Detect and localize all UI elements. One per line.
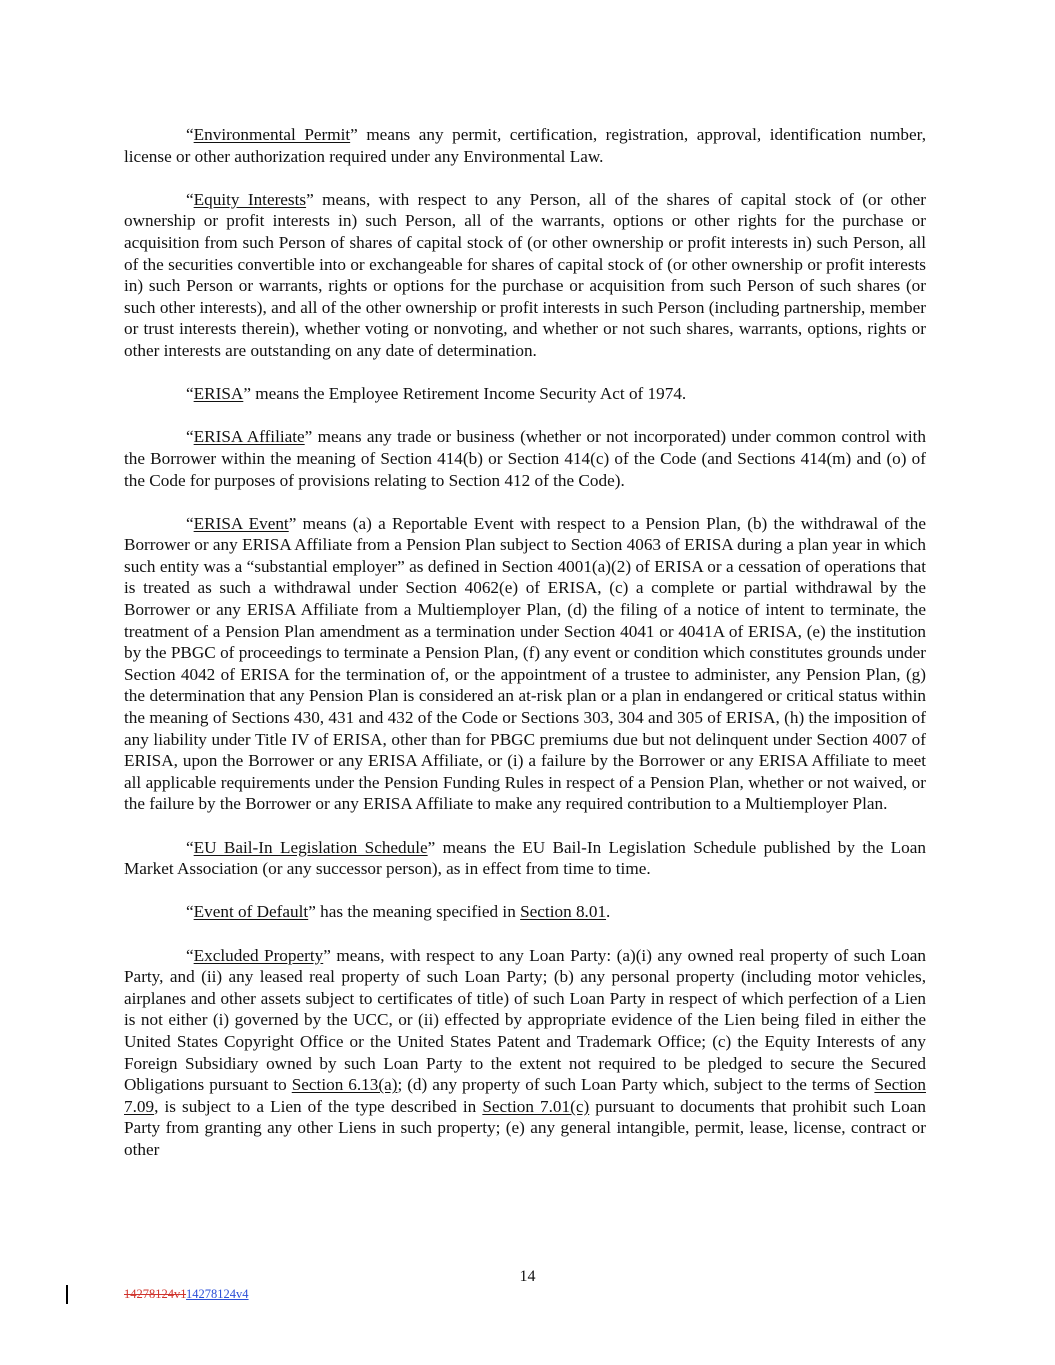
definition-text: , is subject to a Lien of the type described in: [154, 1096, 483, 1116]
definition-event-of-default: [124, 901, 926, 923]
definition-equity-interests: [124, 189, 926, 362]
definition-text: pursuant to documents that prohibit such Loan Party from granting any other Liens in such property; (e) any general intangible, permit, lease, license, contract or other: [124, 1096, 926, 1159]
definition-environmental-permit: [124, 124, 926, 167]
open-quote: “: [186, 513, 194, 533]
definition-text-end: .: [606, 902, 611, 922]
open-quote: “: [186, 837, 194, 857]
definition-text: ” means any trade or business (whether or not incorporated) under common control with the Borrower within the meaning of Section 414(b) or Section 414(c) of the Code (and Sections 414(m) and (o) of the Code for purposes of provisions relating to Section 412 of the Code).: [124, 427, 926, 490]
defined-term: EU Bail-In Legislation Schedule: [193, 837, 428, 857]
definition-text: ” means, with respect to any Person, all of the shares of capital stock of (or other ownership or profit interests in) such Person, all of the warrants, options or other rights for the purchase or acquisition from such Person of shares of capital stock of (or other ownership or profit interests in) such Person, all of the securities convertible into or exchangeable for shares of capital stock of (or other ownership or profit interests in) such Person or warrants, rights or options for the purchase or acquisition from such Person of such shares (or such other interests), and all of the other ownership or profit interests in such Person (including partnership, member or trust interests therein), whether voting or nonvoting, and whether or not such shares, warrants, options, rights or other interests are outstanding on any date of determination.: [124, 189, 926, 360]
definition-eu-bail-in-legislation-schedule: [124, 837, 926, 880]
defined-term: ERISA Affiliate: [193, 427, 305, 447]
open-quote: “: [186, 189, 194, 209]
defined-term: Environmental Permit: [193, 125, 351, 144]
open-quote: “: [186, 384, 194, 404]
definition-text: ” means, with respect to any Loan Party: (a)(i) any owned real property of such Loan Party, and (ii) any leased real property of such Loan Party; (b) any personal property (including motor vehicles, airplanes and other assets subject to certificates of title) of such Loan Party in respect of which perfection of a Lien is not either (i) governed by the UCC, or (ii) effected by appropriate evidence of the Lien being filed in either the United States Copyright Office or the United States Patent and Trademark Office; (c) the Equity Interests of any Foreign Subsidiary owned by such Loan Party to the extent not required to be pledged to secure the Secured Obligations pursuant to: [124, 945, 926, 1095]
section-reference: Section 7.09: [124, 1075, 926, 1116]
definition-text: ” means (a) a Reportable Event with respect to a Pension Plan, (b) the withdrawal of the Borrower or any ERISA Affiliate from a Pension Plan subject to Section 4063 of ERISA during a plan year in which such entity was a “substantial employer” as defined in Section 4001(a)(2) of ERISA or a cessation of operations that is treated as such a withdrawal under Section 4062(e) of ERISA, (c) a complete or partial withdrawal by the Borrower or any ERISA Affiliate from a Multiemployer Plan, (d) the filing of a notice of intent to terminate, the treatment of a Pension Plan amendment as a termination under Section 4041 or 4041A of ERISA, (e) the institution by the PBGC of proceedings to terminate a Pension Plan, (f) any event or condition which constitutes grounds under Section 4042 of ERISA for the termination of, or the appointment of a trustee to administer, any Pension Plan, (g) the determination that any Pension Plan is considered an at-risk plan or a plan in endangered or critical status within the meaning of Sections 430, 431 and 432 of the Code or Sections 303, 304 and 305 of ERISA, (h) the imposition of any liability under Title IV of ERISA, other than for PBGC premiums due but not delinquent under Section 4007 of ERISA, upon the Borrower or any ERISA Affiliate, or (i) a failure by the Borrower or any ERISA Affiliate to meet all applicable requirements under the Pension Funding Rules in respect of a Pension Plan, whether or not waived, or the failure by the Borrower or any ERISA Affiliate to make any required contribution to a Multiemployer Plan.: [124, 513, 926, 814]
page-number: 14: [519, 1268, 536, 1285]
document-body: [124, 124, 926, 1182]
defined-term: ERISA Event: [193, 513, 289, 533]
deleted-document-id: 14278124v1: [124, 1287, 187, 1301]
definition-text: ” means the Employee Retirement Income Security Act of 1974.: [243, 384, 687, 404]
open-quote: “: [186, 902, 194, 922]
open-quote: “: [186, 945, 194, 965]
section-reference: Section 6.13(a): [291, 1075, 398, 1095]
definition-text: ” means any permit, certification, registration, approval, identification number, license or other authorization required under any Environmental Law.: [124, 125, 926, 166]
definition-erisa: [124, 383, 926, 405]
change-bar: [66, 1285, 68, 1304]
defined-term: Equity Interests: [193, 189, 307, 209]
section-reference: Section 7.01(c): [482, 1096, 590, 1116]
definition-erisa-event: [124, 513, 926, 815]
open-quote: “: [186, 427, 194, 447]
definition-erisa-affiliate: [124, 426, 926, 491]
open-quote: “: [186, 125, 194, 144]
section-reference: Section 8.01: [520, 902, 607, 922]
definition-text: ; (d) any property of such Loan Party which, subject to the terms of: [397, 1075, 875, 1095]
document-id-footer: [124, 1287, 249, 1302]
defined-term: Event of Default: [193, 902, 309, 922]
inserted-document-id: 14278124v4: [186, 1287, 249, 1301]
definition-text: ” has the meaning specified in: [308, 902, 521, 922]
defined-term: ERISA: [193, 384, 244, 404]
definition-text: ” means the EU Bail-In Legislation Schedule published by the Loan Market Association (or any successor person), as in effect from time to time.: [124, 837, 926, 879]
definition-excluded-property: [124, 945, 926, 1161]
defined-term: Excluded Property: [193, 945, 324, 965]
